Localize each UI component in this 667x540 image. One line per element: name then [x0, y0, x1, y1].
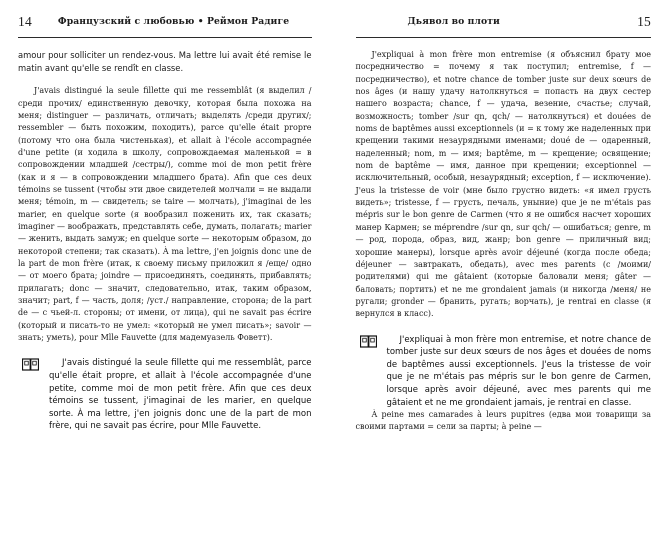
- right-page-number: 15: [637, 14, 651, 29]
- right-next-interlinear-text: À peine mes camarades à leurs pupitres (едва мои товарищи за своими партами = сели за парты; à peine —: [355, 410, 651, 432]
- right-column-body: [356, 49, 652, 434]
- right-recap-paragraph: [387, 334, 652, 410]
- open-book-icon: [22, 358, 39, 371]
- right-header-rule: [356, 37, 652, 38]
- right-interlinear-text: J'expliquai à mon frère mon entremise (я объяснил брату мое посредничество = почему я так поступил; entremise, f — посредничество), et notre chance de tomber juste sur deux sœurs de nos âges (и нашу удачу натолкнуться = попасть на двух сестер нашего возраста; chance, f — удача, везение, счастье; случай, возможность; tomber /sur qn, qch/ — натолкнуться) et douées de noms de baptêmes aussi exceptionnels (и = к тому же наделенных при крещении такими незаурядными именами; doué de — одаренный, наделенный; nom, m — имя; baptême, m — крещение; освящение; nom de baptême — имя, данное при крещении; exceptionnel — исключительный, особый, незаурядный; exception, f — исключение). J'eus la tristesse de voir (мне было грустно видеть: «я имел грусть видеть»; tristesse, f — грусть, печаль, уныние) que je ne m'étais pas mépris sur le bon genre de Carmen (что я не ошибся насчет хороших манер Кармен; se méprendre /sur qn, sur qch/ — ошибаться; genre, m — род, порода, образ, вид, жанр; bon genre — приличный вид; хорошие манеры), lorsque après avoir déjeuné (когда после обеда; déjeuner — завтракать, обедать), avec mes parents (с /моими/ родителями) qui me gâtaient (которые баловали меня; gâter — баловать; портить) et ne me grondaient jamais (и никогда /меня/ не ругали; gronder — бранить, ругать; ворчать), je rentrai en classe (я вернулся в класс).: [355, 50, 651, 319]
- left-column-body: [18, 49, 312, 433]
- left-recap-block: [18, 357, 312, 433]
- right-recap-text: J'expliquai à mon frère mon entremise, et notre chance de tomber juste sur deux sœurs de nos âges et douées de noms de baptêmes aussi exceptionnels. J'eus la tristesse de voir que je ne m'étais pas mépris sur le bon genre de Carmen, lorsque après avoir déjeuné, avec mes parents qui me gâtaient et ne me grondaient jamais, je rentrai en classe.: [386, 334, 651, 408]
- left-recap-text: J'avais distingué la seule fillette qui me ressemblât, parce qu'elle était propre, et allait à l'école accompagnée d'une petite, comme moi de mon petit frère. Afin que ces deux témoins se tussent, j'imaginai de les marier, en quelque sorte. À ma lettre, j'en joignis donc une de la part de mon frère, qui ne savait pas écrire, pour Mlle Fauvette.: [49, 358, 312, 432]
- left-interlinear-text: J'avais distingué la seule fillette qui me ressemblât (я выделил /среди прочих/ единственную девочку, которая была похожа на меня; distinguer — различать, отличать; выделять /среди других/; ressembler — быть похожим, походить), parce qu'elle était propre (потому что она была чистенькая), et allait à l'école accompagnée d'une petite (и ходила в школу, сопровождаемая маленькой = в сопровождении младшей /сестры/), comme moi de mon petit frère (как и я — в сопровождении младшего брата). Afin que ces deux témoins se tussent (чтобы эти двое свидетелей молчали = не выдали меня; témoin, m — свидетель; se taire — молчать), j'imaginai de les marier, en quelque sorte (я вообразил поженить их, так сказать; imaginer — воображать, представлять себе, думать, полагать; marier — женить, выдать замуж; en quelque sorte — некоторым образом, до некоторой степени; так сказать). À ma lettre, j'en joignis donc une de la part de mon frère (итак, к своему письму приложил я /еще/ одно — от моего брата; joindre — присоединять, соединять, прибавлять; прилагать; donc — значит, следовательно, итак, таким образом, значит; part, f — часть, доля; /уст./ направление, сторона; de la part de — с чьей-л. стороны; от имени, от лица), qui ne savait pas écrire (который и писать-то не умел: «который не умел писать»; savoir — знать; уметь), pour Mlle Fauvette (для мадемуазель Фоветт).: [18, 86, 312, 343]
- left-header-rule: [18, 37, 312, 38]
- right-page: [334, 0, 667, 540]
- right-recap-block: [356, 334, 652, 410]
- right-next-interlinear-paragraph: [356, 409, 652, 434]
- spacer: [18, 74, 312, 85]
- left-running-title: Французский с любовью • Реймон Радиге: [57, 16, 290, 27]
- right-running-title: Дьявол во плоти: [407, 16, 500, 27]
- left-running-head: [18, 14, 312, 40]
- left-continuation-paragraph: [18, 49, 312, 74]
- open-book-icon: [360, 335, 377, 348]
- right-running-head: [356, 14, 652, 40]
- left-recap-paragraph: [49, 357, 312, 433]
- left-interlinear-paragraph: [18, 85, 312, 344]
- right-interlinear-paragraph: [356, 49, 652, 321]
- left-continuation-text: amour pour solliciter un rendez-vous. Ma lettre lui avait été remise le matin avant qu'elle se rendît en classe.: [18, 50, 312, 73]
- left-page-number: 14: [18, 14, 32, 29]
